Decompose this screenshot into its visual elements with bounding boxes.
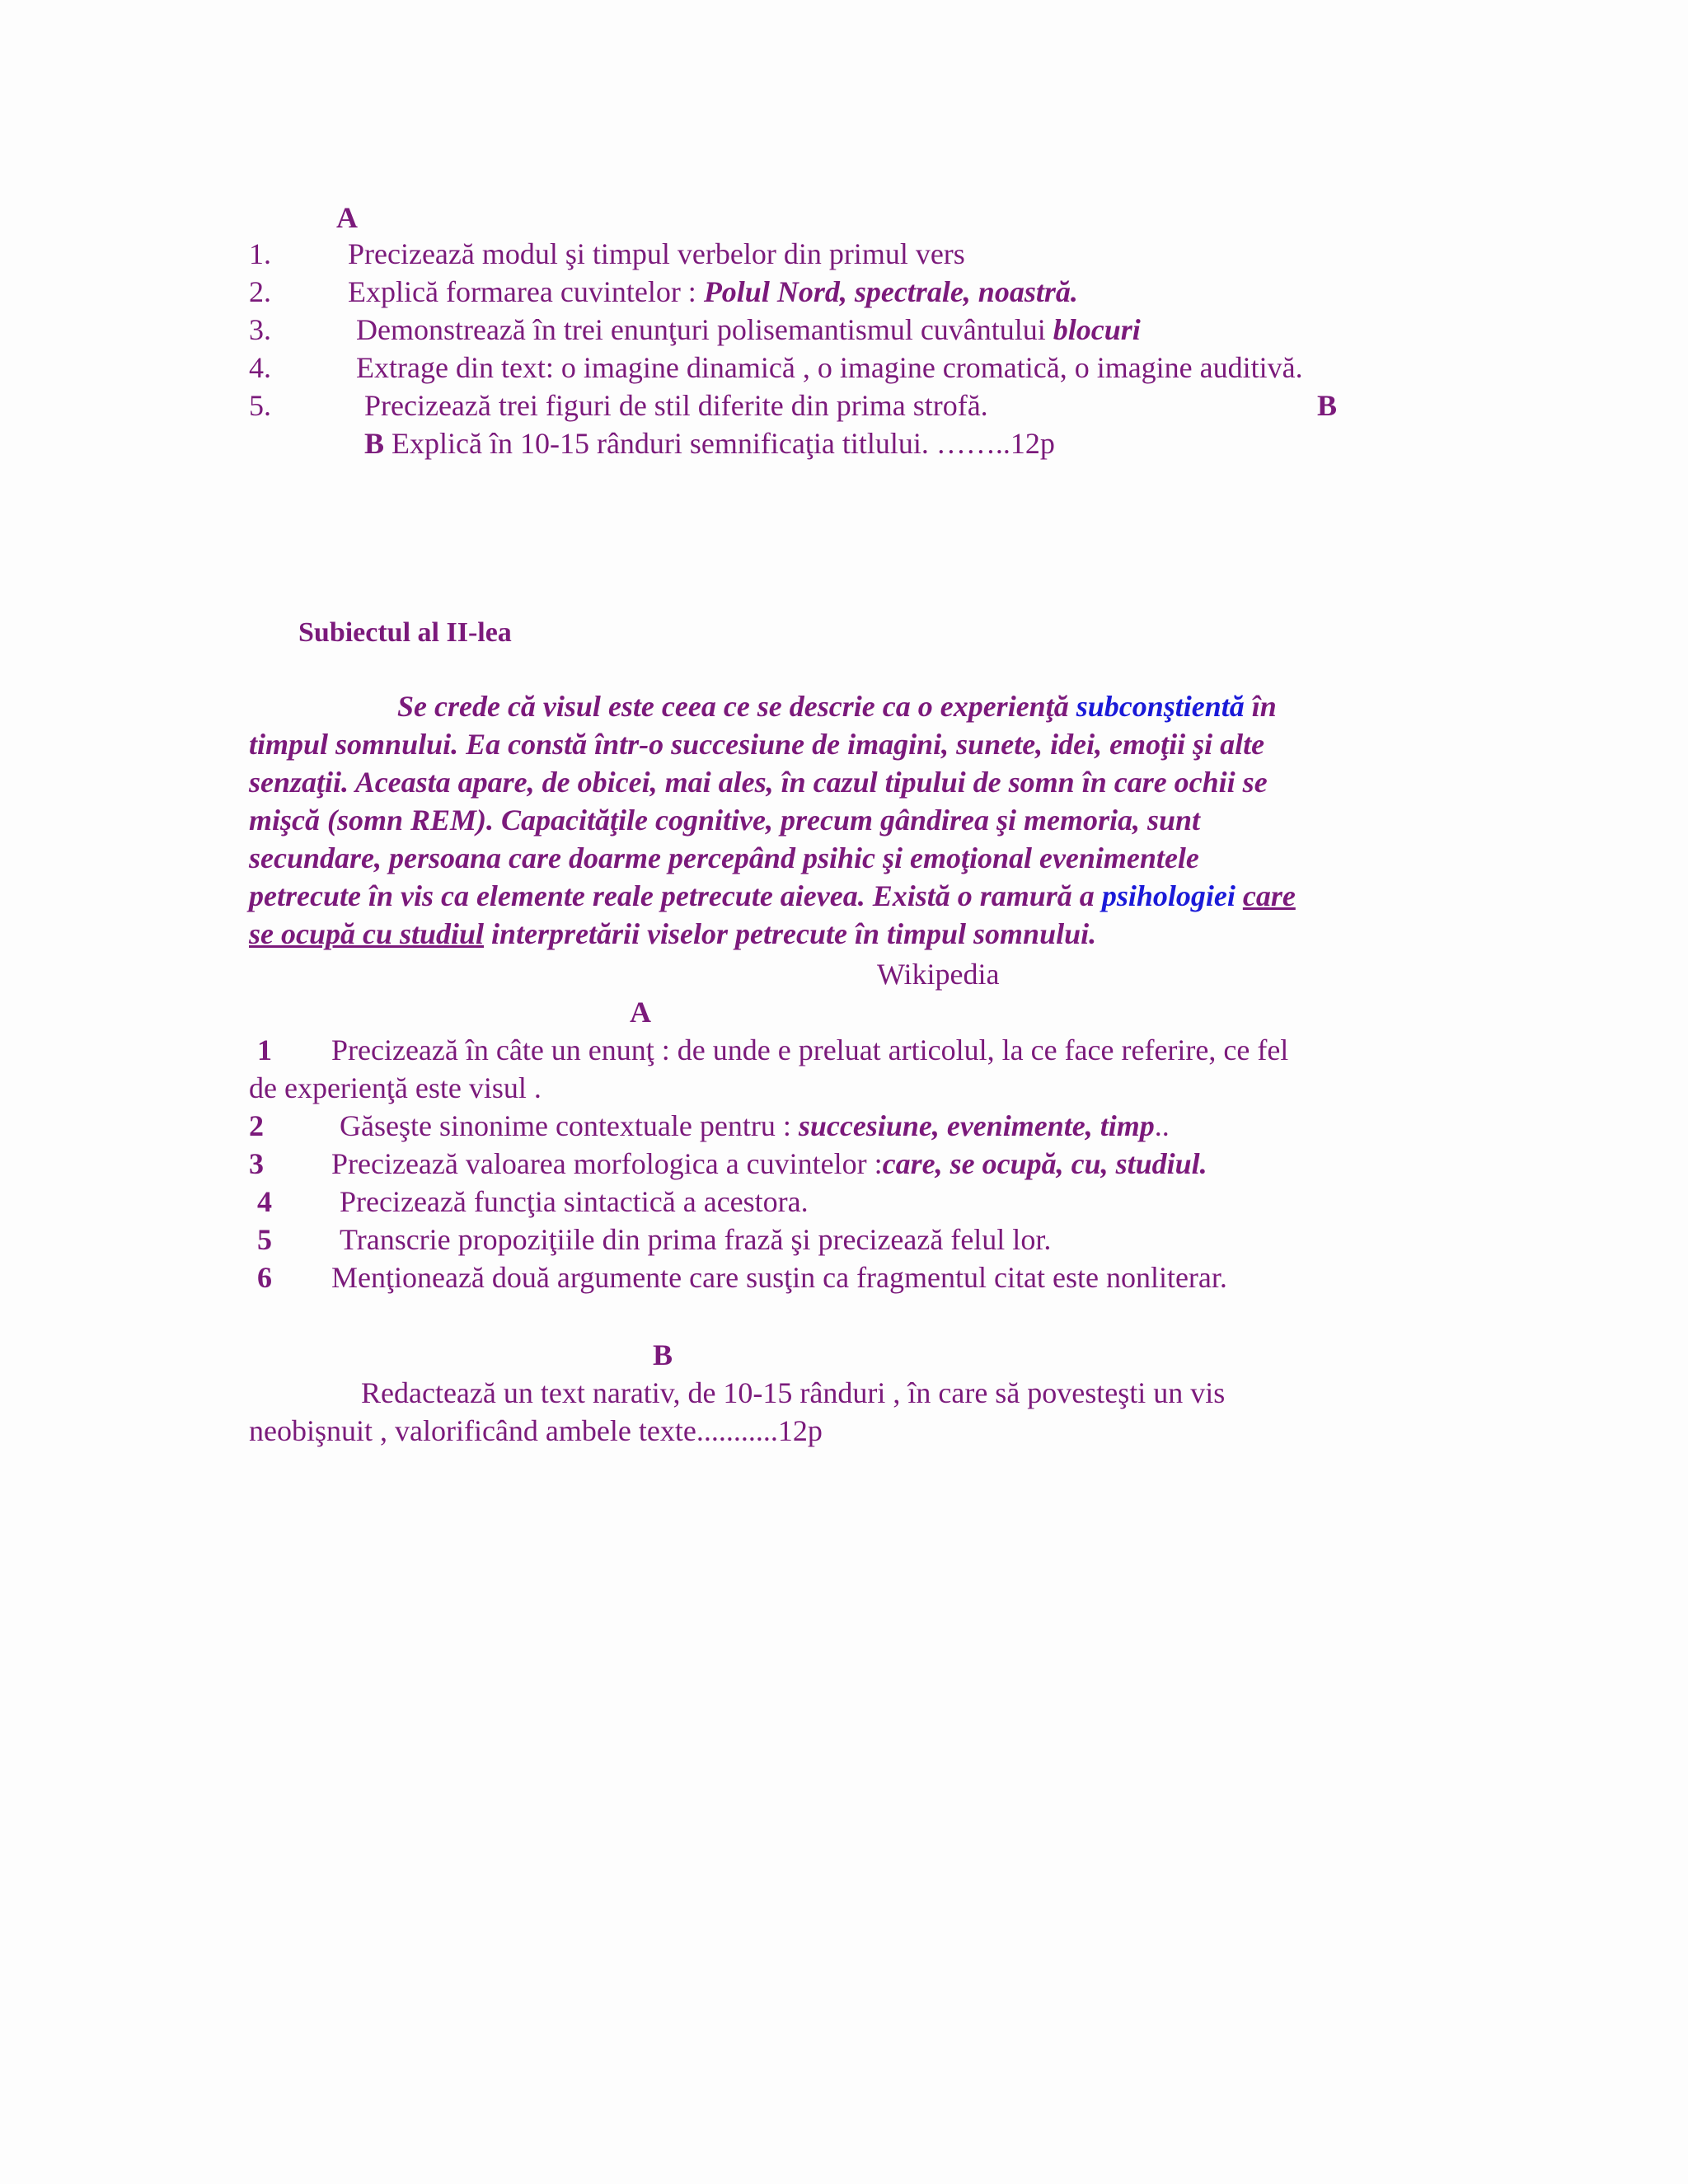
part1-item-4-number: 4. [249,351,271,384]
part2-item-6-number: 6 [257,1261,272,1294]
passage-line-1 [249,687,1436,725]
part1-side-b-heading: B [1317,389,1338,422]
part2-item-3 [331,1146,1207,1182]
passage-line-2: timpul somnului. Ea constă într-o succesiune de imagini, sunete, idei, emoţii şi alte [249,728,1265,761]
part1-item-5-number: 5. [249,389,271,422]
passage-line-7 [249,915,1436,953]
part1-b-task [364,425,1055,462]
part2-item-1-number: 1 [257,1033,272,1066]
part2-item-2-emphasis: succesiune, evenimente, timp [798,1109,1155,1142]
passage-line-1-text: Se crede că visul este ceea ce se descrie ca o experienţă [397,690,1076,723]
part1-item-3-number: 3. [249,313,271,346]
part1-item-2-emphasis: Polul Nord, spectrale, noastră. [703,275,1078,308]
passage-underlined-care: care [1242,879,1296,912]
passage-line-7-tail: interpretării viselor petrecute în timpul somnului. [484,917,1097,950]
part2-item-6-text: Menţionează două argumente care susţin ca fragmentul citat este nonliterar. [331,1261,1227,1294]
part1-item-3 [356,312,1141,348]
part2-item-2-number: 2 [249,1109,264,1142]
passage-line-5: secundare, persoana care doarme percepând psihic şi emoţional evenimentele [249,841,1199,874]
passage-line-6 [249,877,1436,915]
part2-b-line-1: Redactează un text narativ, de 10-15 rânduri , în care să povesteşti un vis [361,1376,1226,1409]
part2-title: Subiectul al II-lea [298,617,512,648]
part1-item-3-text: Demonstrează în trei enunţuri polisemantismul cuvântului [356,313,1053,346]
part1-item-1-text: Precizează modul şi timpul verbelor din primul vers [348,237,965,270]
passage-link-subconstienta[interactable]: subconştientă [1076,690,1245,723]
passage-source: Wikipedia [877,958,1000,991]
part2-b-line-2: neobişnuit , valorificând ambele texte...........12p [249,1414,823,1447]
part2-heading-b: B [653,1338,673,1371]
part2-item-2-text: Găseşte sinonime contextuale pentru : [340,1109,799,1142]
passage-line-1-tail: în [1244,690,1277,723]
passage-line-6-text: petrecute în vis ca elemente reale petrecute aievea. Există o ramură a [249,879,1102,912]
part1-heading-a: A [336,201,358,234]
part2-item-5-number: 5 [257,1223,272,1256]
part1-item-1-number: 1. [249,237,271,270]
part2-heading-a: A [630,996,651,1029]
part2-item-3-emphasis: care, se ocupă, cu, studiul. [882,1147,1207,1180]
part1-b-label: B [364,427,385,460]
part2-item-2-tail: .. [1154,1109,1170,1142]
passage-underlined-studiul: se ocupă cu studiul [249,917,485,950]
part1-item-5-text: Precizează trei figuri de stil diferite din prima strofă. [364,389,988,422]
part2-item-4-number: 4 [257,1185,272,1218]
part2-item-2 [340,1108,1170,1144]
passage-line-4: mişcă (somn REM). Capacităţile cognitive, precum gândirea şi memoria, sunt [249,804,1201,837]
wikipedia-passage [249,687,1436,953]
passage-link-psihologiei[interactable]: psihologiei [1101,879,1236,912]
passage-line-3: senzaţii. Aceasta apare, de obicei, mai ales, în cazul tipului de somn în care ochii se [249,766,1268,799]
part1-item-2-number: 2. [249,275,271,308]
part2-item-1-text: Precizează în câte un enunţ : de unde e preluat articolul, la ce face referire, ce fel [331,1033,1289,1066]
part2-item-1-continuation: de experienţă este visul . [249,1071,542,1104]
part1-item-2-text: Explică formarea cuvintelor : [348,275,704,308]
part2-item-5-text: Transcrie propoziţiile din prima frază şi precizează felul lor. [340,1223,1052,1256]
part1-item-3-emphasis: blocuri [1053,313,1141,346]
part1-item-4-text: Extrage din text: o imagine dinamică , o imagine cromatică, o imagine auditivă. [356,351,1303,384]
part2-item-3-number: 3 [249,1147,264,1180]
part1-item-2 [348,274,1078,310]
part1-b-text: Explică în 10-15 rânduri semnificaţia titlului. ……..12p [384,427,1055,460]
part2-item-3-text: Precizează valoarea morfologica a cuvintelor : [331,1147,883,1180]
part2-item-4-text: Precizează funcţia sintactică a acestora. [340,1185,809,1218]
